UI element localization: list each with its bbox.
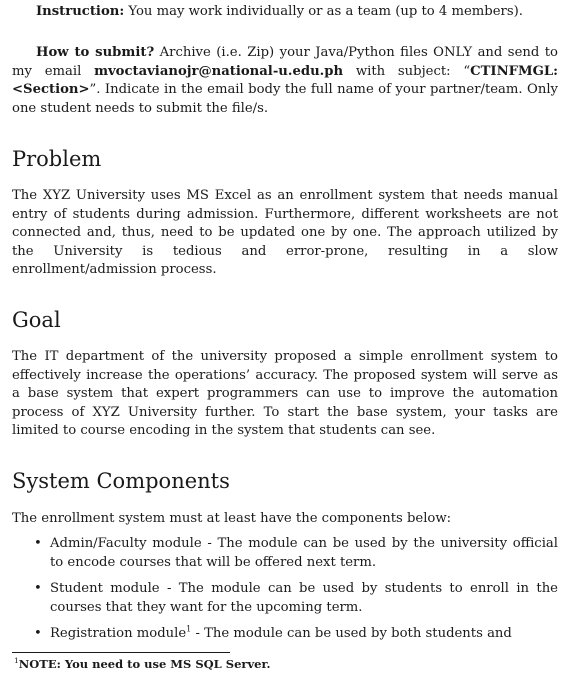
footnote-rule	[12, 652, 230, 653]
footnote	[14, 657, 270, 671]
submit-label: How to submit?	[36, 45, 155, 60]
instruction-paragraph	[12, 3, 558, 22]
component-student-text: Student module - The module can be used by students to enroll in the courses that they want for the upcoming term.	[50, 581, 558, 615]
component-registration-text: - The module can be used by both students and	[191, 626, 512, 642]
goal-paragraph: The IT department of the university proposed a simple enrollment system to effectively increase the operations’ accuracy. The proposed system will serve as a base system that expert programmers can use to improve the automation process of XYZ University further. To start the base system, your tasks are limited to course encoding in the system that students can see.	[12, 349, 558, 439]
goal-heading: Goal	[12, 308, 61, 332]
components-heading: System Components	[12, 469, 230, 493]
footnote-text: NOTE: You need to use MS SQL Server.	[18, 657, 271, 671]
bullet-icon: •	[34, 536, 42, 551]
bullet-icon: •	[34, 626, 42, 642]
components-list	[12, 535, 558, 644]
list-item	[12, 580, 558, 617]
submit-paragraph	[12, 44, 558, 118]
component-registration-label: Registration module	[50, 626, 187, 642]
instruction-text: You may work individually or as a team (up to 4 members).	[124, 4, 523, 19]
list-item	[12, 625, 558, 644]
components-intro: The enrollment system must at least have the components below:	[12, 511, 452, 526]
bullet-icon: •	[34, 581, 42, 597]
submit-text-1: Archive (i.e. Zip) your Java/Python files ONLY and send to my email	[12, 45, 558, 79]
submit-email: mvoctavianojr@national-u.edu.ph	[94, 63, 344, 79]
problem-heading: Problem	[12, 147, 102, 171]
submit-text-2: with subject: “	[343, 63, 471, 79]
instruction-label: Instruction:	[36, 4, 125, 19]
problem-paragraph: The XYZ University uses MS Excel as an enrollment system that needs manual entry of students during admission. Furthermore, different worksheets are not connected and, thus, need to be updated one by one. The approach utilized by the University is tedious and error-prone, resulting in a slow enrollment/admission process.	[12, 188, 558, 278]
component-admin-text: Admin/Faculty module - The module can be used by the university official to encode courses that will be offered next term.	[50, 536, 558, 570]
list-item	[12, 535, 558, 572]
footnote-mark: 1	[14, 656, 19, 666]
submit-subject: CTINFMGL: <Section>	[12, 63, 558, 98]
submit-text-3: ”. Indicate in the email body the full name of your partner/team. Only one student needs to submit the file/s.	[12, 82, 558, 116]
footnote-marker: 1	[186, 624, 192, 634]
